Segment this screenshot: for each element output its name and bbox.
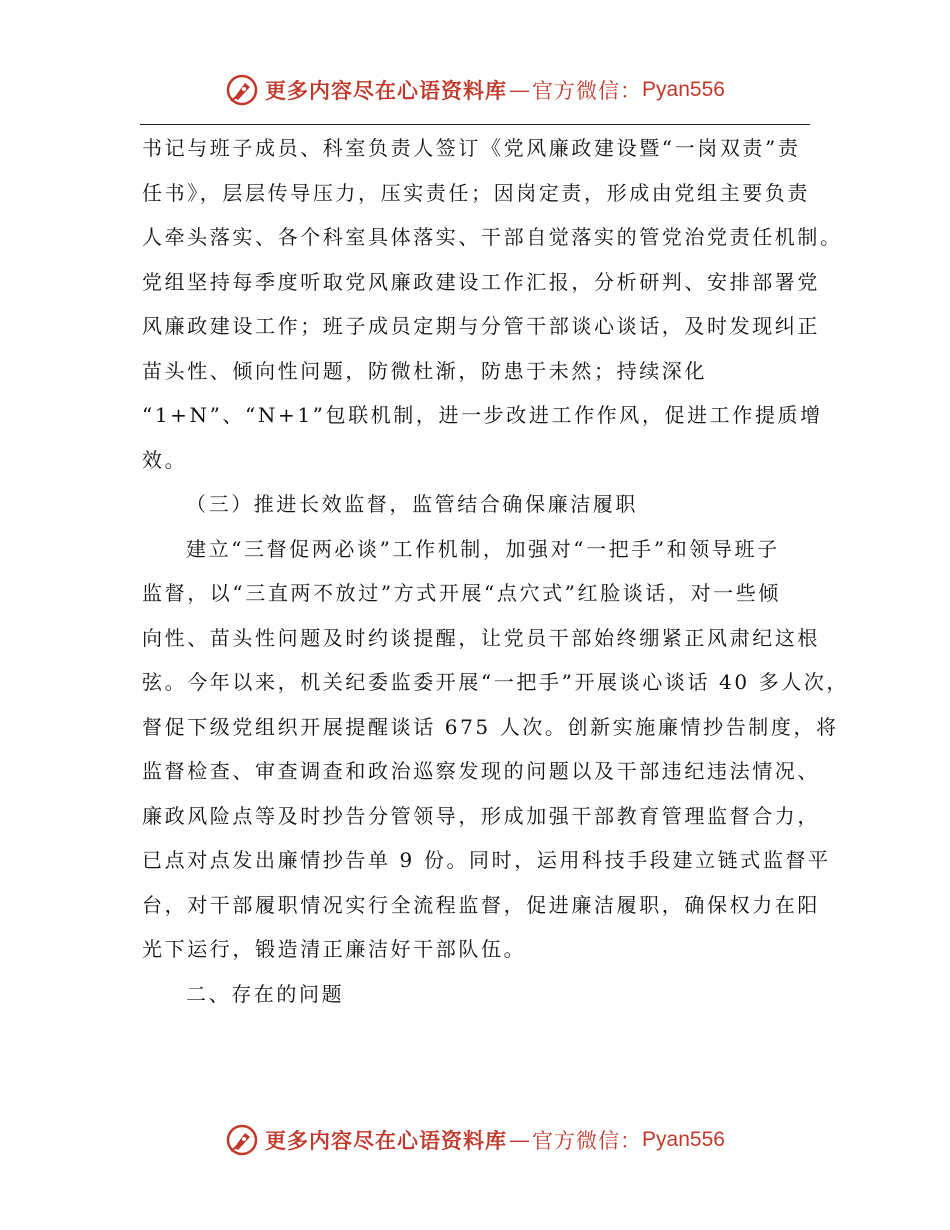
banner-brand-text: 更多内容尽在心语资料库 xyxy=(265,78,508,103)
body-line: 效。 xyxy=(142,447,188,472)
pen-nib-icon xyxy=(225,73,259,107)
body-line: 向性、苗头性问题及时约谈提醒，让党员干部始终绷紧正风肃纪这根 xyxy=(142,625,820,650)
pen-nib-icon xyxy=(225,1123,259,1157)
banner-dash: — xyxy=(509,78,531,102)
banner-wechat-label: 官方微信： xyxy=(532,79,643,103)
body-line: 监督，以“三直两不放过”方式开展“点穴式”红脸谈话，对一些倾 xyxy=(142,581,781,605)
banner-wechat-label: 官方微信： xyxy=(532,1129,643,1153)
body-line: 弦。今年以来，机关纪委监委开展“一把手”开展谈心谈话 40 多人次， xyxy=(142,670,850,694)
body-line: 书记与班子成员、科室负责人签订《党风廉政建设暨“一岗双责”责 xyxy=(142,136,801,160)
body-line: 台，对干部履职情况实行全流程监督，促进廉洁履职，确保权力在阳 xyxy=(142,892,820,917)
footer-banner xyxy=(0,1120,950,1160)
section-heading: 二、存在的问题 xyxy=(186,981,345,1006)
body-line: 风廉政建设工作；班子成员定期与分管干部谈心谈话，及时发现纠正 xyxy=(142,314,820,338)
document-body xyxy=(142,126,850,1016)
banner-wechat-id: Pyan556 xyxy=(642,1128,725,1151)
banner-wechat-id: Pyan556 xyxy=(642,78,725,101)
header-banner xyxy=(0,70,950,110)
body-line: 建立“三督促两必谈”工作机制，加强对“一把手”和领导班子 xyxy=(186,536,780,561)
body-line: “1+N”、“N+1”包联机制，进一步改进工作作风，促进工作提质增 xyxy=(142,403,823,427)
body-line: 任书》，层层传导压力，压实责任；因岗定责，形成由党组主要负责 xyxy=(142,180,810,205)
header-divider xyxy=(140,124,810,125)
body-line: 苗头性、倾向性问题，防微杜渐，防患于未然；持续深化 xyxy=(142,358,707,383)
body-line: 督促下级党组织开展提醒谈话 675 人次。创新实施廉情抄告制度，将 xyxy=(142,714,839,739)
body-line: 监督检查、审查调查和政治巡察发现的问题以及干部违纪违法情况、 xyxy=(142,759,820,783)
body-line: 党组坚持每季度听取党风廉政建设工作汇报，分析研判、安排部署党 xyxy=(142,269,820,294)
section-heading: （三）推进长效监督，监管结合确保廉洁履职 xyxy=(186,492,638,516)
banner-brand-text: 更多内容尽在心语资料库 xyxy=(265,1128,508,1153)
body-line: 廉政风险点等及时抄告分管领导，形成加强干部教育管理监督合力， xyxy=(142,803,820,828)
body-line: 人牵头落实、各个科室具体落实、干部自觉落实的管党治党责任机制。 xyxy=(142,225,843,249)
body-line: 光下运行，锻造清正廉洁好干部队伍。 xyxy=(142,937,527,961)
banner-dash: — xyxy=(509,1128,531,1152)
body-line: 已点对点发出廉情抄告单 9 份。同时，运用科技手段建立链式监督平 xyxy=(142,848,831,872)
